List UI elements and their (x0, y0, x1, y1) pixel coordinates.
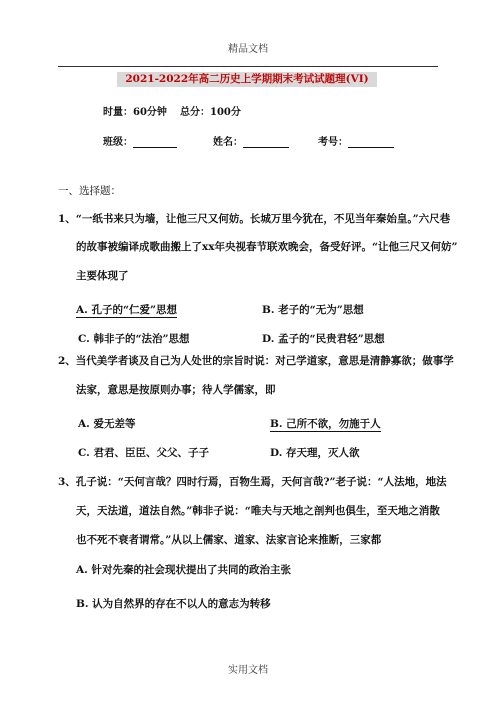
q3-stem-line-1: 3、孔子说：“天何言哉？四时行焉，百物生焉，天何言哉?”老子说：“人法地，地法 (58, 476, 447, 488)
class-label: 班级： (103, 137, 133, 148)
q1-option-c: C. 韩非子的“法治”思想 (78, 333, 190, 345)
q2-option-d: D. 存天理，灭人欲 (270, 447, 360, 459)
q3-option-a: A. 针对先秦的社会现状提出了共同的政治主张 (76, 564, 291, 576)
number-label: 考号： (318, 137, 348, 148)
name-field (213, 133, 289, 148)
number-field (318, 133, 394, 148)
q1-option-d: D. 孟子的“民贵君轻”思想 (262, 333, 385, 345)
exam-time: 时量：60分钟 (103, 107, 167, 118)
page-footer-text: 实用文档 (228, 665, 268, 676)
q3-option-b: B. 认为自然界的存在不以人的意志为转移 (76, 598, 271, 610)
class-blank (133, 147, 177, 148)
number-blank (348, 147, 394, 148)
class-field (103, 133, 177, 148)
q1-stem-line-2: 的故事被编译成歌曲搬上了xx年央视春节联欢晚会，备受好评。“让他三尺又何妨” (76, 241, 458, 253)
q1-stem-line-1: 1、“一纸书来只为墙，让他三尺又何妨。长城万里今犹在，不见当年秦始皇。”六尺巷 (58, 213, 451, 225)
section-heading: 一、选择题： (58, 185, 121, 197)
q2-stem-line-1: 2、当代美学者谈及自己为人处世的宗旨时说：对己学道家，意思是清静寡欲；做事学 (58, 355, 454, 367)
exam-total-score: 总分：100分 (180, 107, 241, 118)
q2-stem-line-2: 法家，意思是按原则办事；待人学儒家，即 (76, 384, 276, 396)
q2-option-c: C. 君君、臣臣、父父、子子 (78, 447, 209, 459)
q1-option-b: B. 老子的“无为”思想 (262, 304, 364, 316)
header-divider (58, 66, 438, 67)
page-title: 2021-2022年高二历史上学期期末考试试题理(VI) (117, 72, 377, 87)
q1-option-a: A. 孔子的“仁爱”思想 (76, 304, 178, 316)
q2-option-a: A. 爱无差等 (78, 418, 136, 430)
name-label: 姓名： (213, 137, 243, 148)
q2-option-b: B. 己所不欲，勿施于人 (270, 418, 381, 430)
q1-stem-line-3: 主要体现了 (76, 270, 129, 282)
page-header-text: 精品文档 (228, 44, 268, 55)
q3-stem-line-3: 也不死不衰者谓常。”从以上儒家、道家、法家言论来推断，三家都 (76, 534, 382, 546)
q3-stem-line-2: 天，天法道，道法自然。”韩非子说：“唯夫与天地之剖判也俱生，至天地之消散 (76, 505, 440, 517)
name-blank (243, 147, 289, 148)
